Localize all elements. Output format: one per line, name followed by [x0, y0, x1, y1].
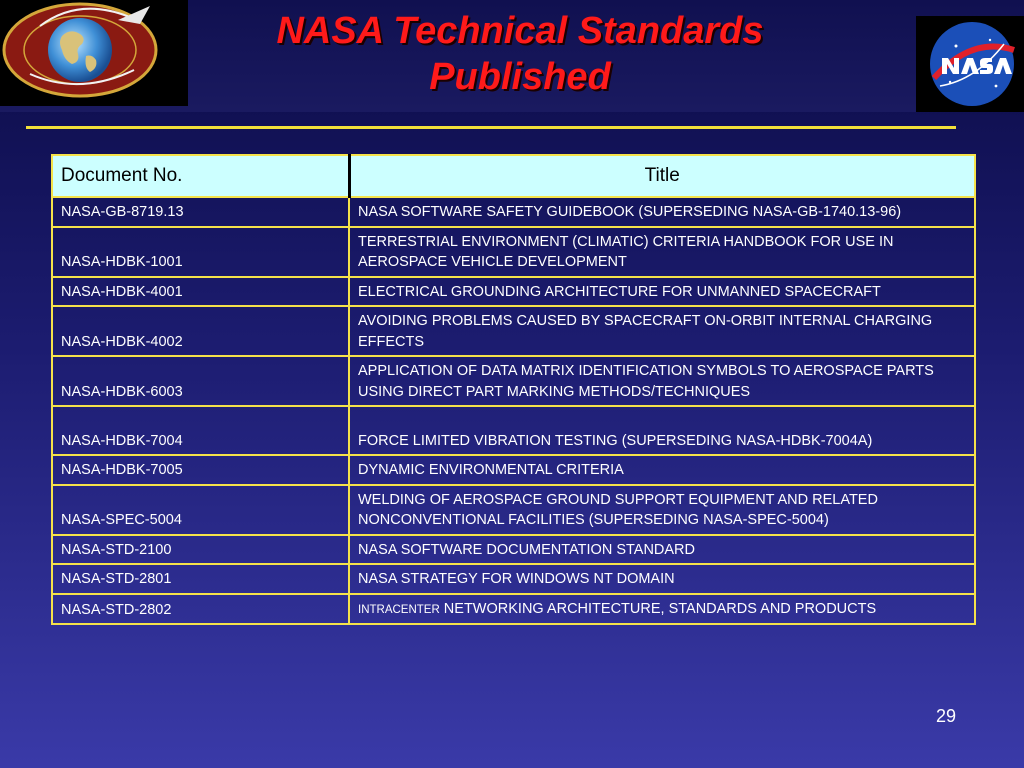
- title-remainder: NETWORKING ARCHITECTURE, STANDARDS AND PRODUCTS: [439, 600, 877, 617]
- slide-title: NASA Technical Standards Published: [276, 10, 764, 98]
- table-row: [52, 406, 975, 455]
- document-title-cell: TERRESTRIAL ENVIRONMENT (CLIMATIC) CRITERIA HANDBOOK FOR USE IN AEROSPACE VEHICLE DEVELOPMENT: [349, 227, 975, 277]
- document-title-cell: APPLICATION OF DATA MATRIX IDENTIFICATION SYMBOLS TO AEROSPACE PARTS USING DIRECT PART MARKING METHODS/TECHNIQUES: [349, 356, 975, 406]
- document-number-cell: NASA-HDBK-4001: [52, 277, 349, 307]
- document-number-cell: NASA-STD-2100: [52, 535, 349, 565]
- table-row: [52, 306, 975, 356]
- table-row: [52, 535, 975, 565]
- standards-table: [51, 154, 976, 625]
- document-number-cell: NASA-STD-2802: [52, 594, 349, 625]
- document-number-cell: NASA-SPEC-5004: [52, 485, 349, 535]
- document-number-cell: NASA-HDBK-4002: [52, 306, 349, 356]
- document-number-cell: NASA-HDBK-6003: [52, 356, 349, 406]
- table-row: [52, 277, 975, 307]
- document-title-cell: NASA SOFTWARE DOCUMENTATION STANDARD: [349, 535, 975, 565]
- document-title-cell: AVOIDING PROBLEMS CAUSED BY SPACECRAFT ON-ORBIT INTERNAL CHARGING EFFECTS: [349, 306, 975, 356]
- document-title-cell: ELECTRICAL GROUNDING ARCHITECTURE FOR UNMANNED SPACECRAFT: [349, 277, 975, 307]
- header-document-no: Document No.: [52, 155, 349, 197]
- table-row: [52, 227, 975, 277]
- document-number-cell: NASA-HDBK-7004: [52, 406, 349, 455]
- document-number-cell: NASA-GB-8719.13: [52, 197, 349, 227]
- table-header-row: [52, 155, 975, 197]
- table-row: [52, 594, 975, 625]
- table-row: [52, 356, 975, 406]
- document-title-cell: NASA SOFTWARE SAFETY GUIDEBOOK (SUPERSEDING NASA-GB-1740.13-96): [349, 197, 975, 227]
- page-number: 29: [936, 706, 957, 726]
- table-row: [52, 197, 975, 227]
- document-title-cell: NASA STRATEGY FOR WINDOWS NT DOMAIN: [349, 564, 975, 594]
- table-row: [52, 485, 975, 535]
- table-row: [52, 455, 975, 485]
- standards-program-logo: [0, 0, 188, 106]
- document-title-cell: WELDING OF AEROSPACE GROUND SUPPORT EQUIPMENT AND RELATED NONCONVENTIONAL FACILITIES (SUPERSEDING NASA-SPEC-5004): [349, 485, 975, 535]
- document-number-cell: NASA-HDBK-7005: [52, 455, 349, 485]
- title-prefix: INTRACENTER: [358, 603, 440, 616]
- document-title-cell: [349, 594, 975, 625]
- document-title-cell: FORCE LIMITED VIBRATION TESTING (SUPERSEDING NASA-HDBK-7004A): [349, 406, 975, 455]
- document-title-cell: DYNAMIC ENVIRONMENTAL CRITERIA: [349, 455, 975, 485]
- header-title: Title: [349, 155, 975, 197]
- table-row: [52, 564, 975, 594]
- document-number-cell: NASA-HDBK-1001: [52, 227, 349, 277]
- title-divider: [26, 126, 956, 129]
- nasa-meatball-logo: [916, 16, 1024, 112]
- document-number-cell: NASA-STD-2801: [52, 564, 349, 594]
